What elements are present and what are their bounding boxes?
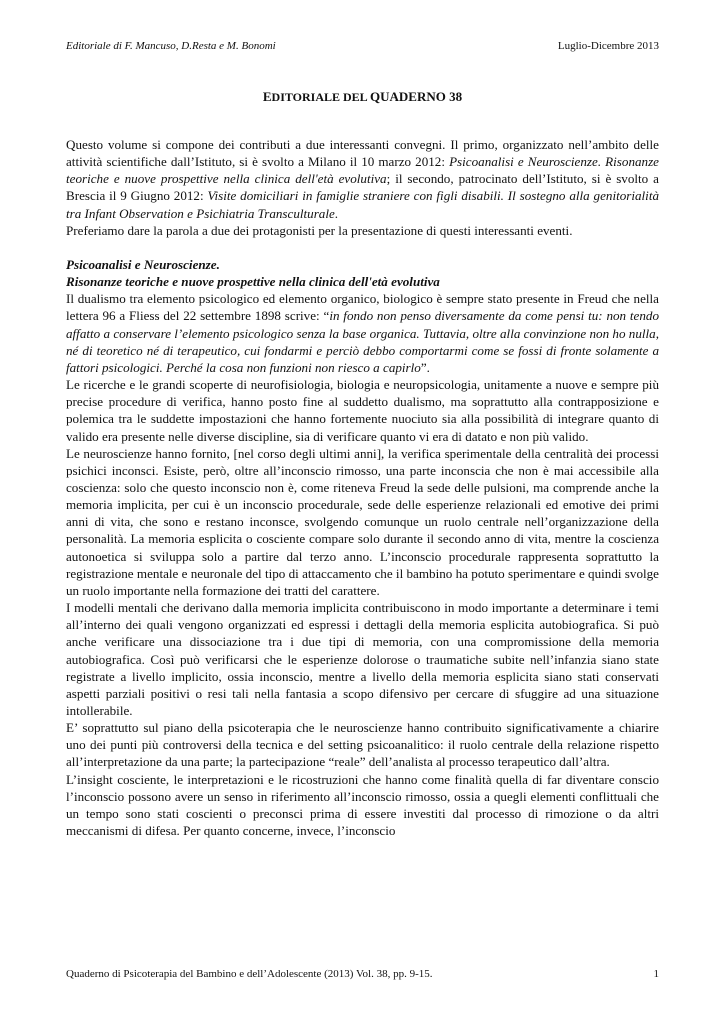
intro-text: . xyxy=(334,205,339,221)
title-initial-q: Q xyxy=(370,89,381,104)
section-paragraph-2: Le ricerche e le grandi scoperte di neurofisiologia, biologia e neuropsicologia, unitamente a nuove e sempre più precise procedure di verifica, hanno posto fine al suddetto dualismo, ma soprattutto alla contrapposizione e polemica tra le suddette impostazioni che hanno fortemente nuociuto sia alla possibilità di integrare quanto di valido era presente nelle diverse discipline, sia di verificare quanto vi era di datato e non più valido. xyxy=(66,377,659,444)
title-initial-e: E xyxy=(262,89,272,104)
page-number: 1 xyxy=(653,968,659,980)
title-part-ditoriale: DITORIALE DEL xyxy=(271,90,371,104)
header-date: Luglio-Dicembre 2013 xyxy=(557,40,659,52)
section-paragraph-6: L’insight cosciente, le interpretazioni e le ricostruzioni che hanno come finalità quella di far diventare conscio l’inconscio possono avere un senso in riferimento all’inconscio rimosso, ossia a quegli elementi conflittuali che un tempo sono stati coscienti o preconsci prima di essere investiti dal processo di rimozione o da altri meccanismi di difesa. Per quanto concerne, invece, l’inconscio xyxy=(66,771,659,839)
intro-text: Questo volume si compone dei contributi a due interessanti convegni. Il primo, organizzato nell’ambito delle attività scientifiche dall’Istituto, si è svolto a Milano il 10 marzo 2012: xyxy=(66,137,659,170)
title-part-uaderno: UADERNO 38 xyxy=(380,89,463,104)
section-paragraph-3: Le neuroscienze hanno fornito, [nel corso degli ultimi anni], la verifica sperimentale della centralità dei processi psichici inconsci. Esiste, però, oltre all’inconscio rimosso, una parte inconscia che non è mai accessibile alla coscienza: solo che questo inconscio non è, come riteneva Freud la sede delle pulsioni, ma comprende anche la memoria implicita, per cui è un inconscio procedurale, sede delle esperienze relazionali ed emotive dei primi anni di vita, che sono e restano inconsce, svolgendo comunque un ruolo centrale nell’organizzazione della personalità. La memoria esplicita o cosciente compare solo durante il secondo anno di vita, mentre la coscienza autonoetica si sviluppa solo a partire dal terzo anno. L’inconscio procedurale rappresenta soprattutto la registrazione mentale e neuronale del tipo di attaccamento che il bambino ha potuto sperimentare e quindi svolge un ruolo importante nella formazione dei tratti del carattere. xyxy=(66,445,659,598)
intro-event-title-1: Psicoanalisi e Neuroscienze. Risonanze teoriche e nuove prospettive nella clinica dell'età evolutiva xyxy=(66,154,659,187)
section-paragraph-4: I modelli mentali che derivano dalla memoria implicita contribuiscono in modo importante a determinare i temi all’interno dei quali vengono organizzati ed espressi i dettagli della memoria esplicita autobiografica. Si può anche verificare una dissociazione tra i due tipi di memoria, con una compromissione della memoria autobiografica. Così può verificarsi che le esperienze dolorose o traumatiche subite nell’infanzia siano state registrate a livello implicito, ossia inconscio, mentre a livello della memoria esplicita siano stati conservati aspetti parziali positivi o resi tali nella fantasia a scopo difensivo per cercare di sfuggire ad una situazione intollerabile. xyxy=(66,600,659,718)
section-heading-2: Risonanze teoriche e nuove prospettive nella clinica dell'età evolutiva xyxy=(66,274,440,290)
spacer xyxy=(66,239,659,256)
section-paragraph-1 xyxy=(66,290,659,376)
header-authors: Editoriale di F. Mancuso, D.Resta e M. Bonomi xyxy=(66,40,276,52)
footer-citation: Quaderno di Psicoterapia del Bambino e dell’Adolescente (2013) Vol. 38, pp. 9-15. xyxy=(66,968,433,980)
section-paragraph-5: E’ soprattutto sul piano della psicoterapia che le neuroscienze hanno contribuito significativamente a chiarire uno dei punti più controversi della tecnica e del setting psicoanalitico: il ruolo centrale della relazione rispetto all’interpretazione da una parte; la partecipazione “reale” dell’analista al processo terapeutico dall’altra. xyxy=(66,720,659,770)
intro-text: ; il secondo, patrocinato dell’Istituto, si è svolto a Brescia il 9 Giugno 2012: xyxy=(66,171,659,204)
document-body xyxy=(66,136,659,839)
running-header xyxy=(66,40,659,56)
section-heading-1: Psicoanalisi e Neuroscienze. xyxy=(66,256,220,272)
section-text: ”. xyxy=(420,359,430,375)
section-text: Il dualismo tra elemento psicologico ed elemento organico, biologico è sempre stato presente in Freud che nella lettera 96 a Fliess del 22 settembre 1898 scrive: “ xyxy=(66,291,659,324)
intro-paragraph-1 xyxy=(66,136,659,222)
intro-event-title-2: Visite domiciliari in famiglie straniere con figli disabili. Il sostegno alla genitorialità tra Infant Observation e Psichiatria Transculturale xyxy=(66,188,660,221)
freud-quote: in fondo non penso diversamente da come pensi tu: non tendo affatto a conservare l’elemento psicologico senza la base organica. Tuttavia, oltre alla convinzione non ho nulla, né di teoretico né di terapeutico, cui fondarmi e perciò debbo comportarmi come se fossi di fronte solamente a fattori psicologici. Perché la cosa non funzioni non riesco a capirlo xyxy=(66,308,659,375)
page-title xyxy=(0,89,725,105)
intro-paragraph-2: Preferiamo dare la parola a due dei protagonisti per la presentazione di questi interessanti eventi. xyxy=(66,222,573,238)
